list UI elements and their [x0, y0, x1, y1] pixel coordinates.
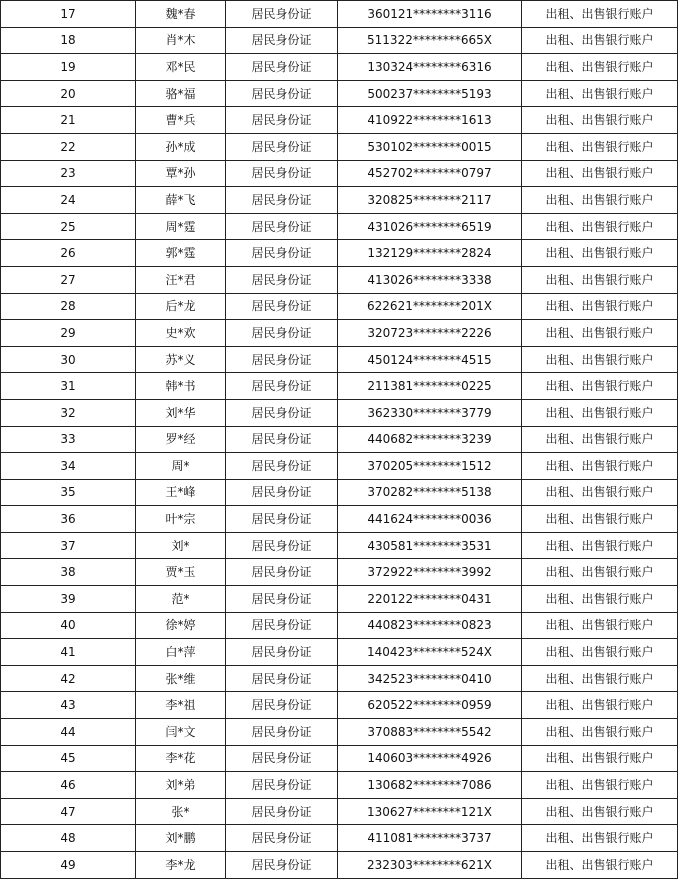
- reason-cell: 出租、出售银行账户: [522, 320, 678, 347]
- reason-cell: 出租、出售银行账户: [522, 852, 678, 879]
- row-number-cell: 37: [1, 532, 136, 559]
- row-number-cell: 25: [1, 213, 136, 240]
- reason-cell: 出租、出售银行账户: [522, 373, 678, 400]
- id-type-cell: 居民身份证: [226, 426, 338, 453]
- id-number-cell: 211381********0225: [338, 373, 522, 400]
- table-row: [1, 293, 678, 320]
- table-row: [1, 825, 678, 852]
- reason-cell: 出租、出售银行账户: [522, 426, 678, 453]
- name-cell: 罗*经: [136, 426, 226, 453]
- name-cell: 李*花: [136, 745, 226, 772]
- id-type-cell: 居民身份证: [226, 266, 338, 293]
- id-type-cell: 居民身份证: [226, 187, 338, 214]
- name-cell: 张*维: [136, 665, 226, 692]
- row-number-cell: 29: [1, 320, 136, 347]
- name-cell: 孙*成: [136, 133, 226, 160]
- row-number-cell: 17: [1, 1, 136, 28]
- id-type-cell: 居民身份证: [226, 825, 338, 852]
- table-row: [1, 745, 678, 772]
- reason-cell: 出租、出售银行账户: [522, 160, 678, 187]
- id-type-cell: 居民身份证: [226, 559, 338, 586]
- reason-cell: 出租、出售银行账户: [522, 346, 678, 373]
- table-row: [1, 772, 678, 799]
- id-type-cell: 居民身份证: [226, 160, 338, 187]
- reason-cell: 出租、出售银行账户: [522, 665, 678, 692]
- reason-cell: 出租、出售银行账户: [522, 612, 678, 639]
- name-cell: 张*: [136, 798, 226, 825]
- table-row: [1, 612, 678, 639]
- table-row: [1, 506, 678, 533]
- row-number-cell: 45: [1, 745, 136, 772]
- reason-cell: 出租、出售银行账户: [522, 453, 678, 480]
- name-cell: 范*: [136, 586, 226, 613]
- reason-cell: 出租、出售银行账户: [522, 506, 678, 533]
- row-number-cell: 40: [1, 612, 136, 639]
- table-row: [1, 426, 678, 453]
- id-number-cell: 232303********621X: [338, 852, 522, 879]
- id-type-cell: 居民身份证: [226, 719, 338, 746]
- id-type-cell: 居民身份证: [226, 373, 338, 400]
- id-type-cell: 居民身份证: [226, 692, 338, 719]
- name-cell: 周*: [136, 453, 226, 480]
- name-cell: 汪*君: [136, 266, 226, 293]
- table-row: [1, 213, 678, 240]
- table-row: [1, 453, 678, 480]
- id-type-cell: 居民身份证: [226, 586, 338, 613]
- reason-cell: 出租、出售银行账户: [522, 107, 678, 134]
- reason-cell: 出租、出售银行账户: [522, 399, 678, 426]
- id-number-cell: 440823********0823: [338, 612, 522, 639]
- name-cell: 周*霆: [136, 213, 226, 240]
- name-cell: 薛*飞: [136, 187, 226, 214]
- name-cell: 刘*华: [136, 399, 226, 426]
- name-cell: 刘*鹏: [136, 825, 226, 852]
- id-number-cell: 431026********6519: [338, 213, 522, 240]
- table-body: [1, 1, 678, 879]
- id-number-cell: 372922********3992: [338, 559, 522, 586]
- id-number-cell: 132129********2824: [338, 240, 522, 267]
- reason-cell: 出租、出售银行账户: [522, 80, 678, 107]
- table-row: [1, 346, 678, 373]
- id-type-cell: 居民身份证: [226, 506, 338, 533]
- reason-cell: 出租、出售银行账户: [522, 187, 678, 214]
- reason-cell: 出租、出售银行账户: [522, 639, 678, 666]
- reason-cell: 出租、出售银行账户: [522, 240, 678, 267]
- id-number-cell: 620522********0959: [338, 692, 522, 719]
- id-number-cell: 413026********3338: [338, 266, 522, 293]
- row-number-cell: 27: [1, 266, 136, 293]
- id-type-cell: 居民身份证: [226, 612, 338, 639]
- id-type-cell: 居民身份证: [226, 532, 338, 559]
- row-number-cell: 19: [1, 54, 136, 81]
- reason-cell: 出租、出售银行账户: [522, 54, 678, 81]
- row-number-cell: 48: [1, 825, 136, 852]
- name-cell: 骆*福: [136, 80, 226, 107]
- id-type-cell: 居民身份证: [226, 1, 338, 28]
- id-number-cell: 511322********665X: [338, 27, 522, 54]
- reason-cell: 出租、出售银行账户: [522, 532, 678, 559]
- name-cell: 叶*宗: [136, 506, 226, 533]
- id-type-cell: 居民身份证: [226, 107, 338, 134]
- table-row: [1, 373, 678, 400]
- row-number-cell: 44: [1, 719, 136, 746]
- id-number-cell: 362330********3779: [338, 399, 522, 426]
- table-row: [1, 798, 678, 825]
- reason-cell: 出租、出售银行账户: [522, 266, 678, 293]
- table-row: [1, 266, 678, 293]
- id-number-cell: 320723********2226: [338, 320, 522, 347]
- name-cell: 贾*玉: [136, 559, 226, 586]
- name-cell: 李*龙: [136, 852, 226, 879]
- row-number-cell: 47: [1, 798, 136, 825]
- id-number-cell: 410922********1613: [338, 107, 522, 134]
- row-number-cell: 35: [1, 479, 136, 506]
- reason-cell: 出租、出售银行账户: [522, 1, 678, 28]
- name-cell: 王*峰: [136, 479, 226, 506]
- name-cell: 曹*兵: [136, 107, 226, 134]
- name-cell: 韩*书: [136, 373, 226, 400]
- name-cell: 李*祖: [136, 692, 226, 719]
- table-row: [1, 399, 678, 426]
- row-number-cell: 34: [1, 453, 136, 480]
- row-number-cell: 42: [1, 665, 136, 692]
- table-row: [1, 80, 678, 107]
- name-cell: 徐*婷: [136, 612, 226, 639]
- id-type-cell: 居民身份证: [226, 80, 338, 107]
- id-number-cell: 360121********3116: [338, 1, 522, 28]
- reason-cell: 出租、出售银行账户: [522, 293, 678, 320]
- table-row: [1, 160, 678, 187]
- reason-cell: 出租、出售银行账户: [522, 27, 678, 54]
- row-number-cell: 21: [1, 107, 136, 134]
- name-cell: 郭*霆: [136, 240, 226, 267]
- reason-cell: 出租、出售银行账户: [522, 559, 678, 586]
- row-number-cell: 20: [1, 80, 136, 107]
- id-number-cell: 530102********0015: [338, 133, 522, 160]
- id-number-cell: 320825********2117: [338, 187, 522, 214]
- id-type-cell: 居民身份证: [226, 798, 338, 825]
- id-number-cell: 140423********524X: [338, 639, 522, 666]
- row-number-cell: 41: [1, 639, 136, 666]
- id-type-cell: 居民身份证: [226, 479, 338, 506]
- reason-cell: 出租、出售银行账户: [522, 745, 678, 772]
- id-type-cell: 居民身份证: [226, 293, 338, 320]
- table-row: [1, 54, 678, 81]
- table-row: [1, 639, 678, 666]
- reason-cell: 出租、出售银行账户: [522, 719, 678, 746]
- name-cell: 魏*春: [136, 1, 226, 28]
- table-row: [1, 240, 678, 267]
- name-cell: 苏*义: [136, 346, 226, 373]
- reason-cell: 出租、出售银行账户: [522, 772, 678, 799]
- reason-cell: 出租、出售银行账户: [522, 586, 678, 613]
- row-number-cell: 33: [1, 426, 136, 453]
- id-number-cell: 370282********5138: [338, 479, 522, 506]
- id-number-cell: 430581********3531: [338, 532, 522, 559]
- id-type-cell: 居民身份证: [226, 54, 338, 81]
- id-type-cell: 居民身份证: [226, 320, 338, 347]
- table-row: [1, 586, 678, 613]
- id-number-cell: 500237********5193: [338, 80, 522, 107]
- table-row: [1, 692, 678, 719]
- name-cell: 肖*木: [136, 27, 226, 54]
- id-type-cell: 居民身份证: [226, 399, 338, 426]
- reason-cell: 出租、出售银行账户: [522, 133, 678, 160]
- reason-cell: 出租、出售银行账户: [522, 213, 678, 240]
- row-number-cell: 43: [1, 692, 136, 719]
- name-cell: 史*欢: [136, 320, 226, 347]
- id-number-cell: 452702********0797: [338, 160, 522, 187]
- id-number-cell: 130627********121X: [338, 798, 522, 825]
- id-number-cell: 411081********3737: [338, 825, 522, 852]
- id-number-cell: 140603********4926: [338, 745, 522, 772]
- reason-cell: 出租、出售银行账户: [522, 798, 678, 825]
- row-number-cell: 23: [1, 160, 136, 187]
- row-number-cell: 24: [1, 187, 136, 214]
- row-number-cell: 28: [1, 293, 136, 320]
- table-row: [1, 187, 678, 214]
- id-type-cell: 居民身份证: [226, 27, 338, 54]
- name-cell: 后*龙: [136, 293, 226, 320]
- table-row: [1, 852, 678, 879]
- id-number-cell: 220122********0431: [338, 586, 522, 613]
- table-row: [1, 107, 678, 134]
- id-number-cell: 440682********3239: [338, 426, 522, 453]
- table-row: [1, 665, 678, 692]
- id-number-cell: 370883********5542: [338, 719, 522, 746]
- name-cell: 白*萍: [136, 639, 226, 666]
- row-number-cell: 22: [1, 133, 136, 160]
- row-number-cell: 30: [1, 346, 136, 373]
- table-row: [1, 479, 678, 506]
- id-type-cell: 居民身份证: [226, 665, 338, 692]
- id-number-cell: 370205********1512: [338, 453, 522, 480]
- id-type-cell: 居民身份证: [226, 453, 338, 480]
- id-number-cell: 441624********0036: [338, 506, 522, 533]
- name-cell: 邓*民: [136, 54, 226, 81]
- name-cell: 刘*弟: [136, 772, 226, 799]
- name-cell: 刘*: [136, 532, 226, 559]
- row-number-cell: 36: [1, 506, 136, 533]
- table-row: [1, 320, 678, 347]
- id-number-cell: 342523********0410: [338, 665, 522, 692]
- table-row: [1, 559, 678, 586]
- name-cell: 覃*孙: [136, 160, 226, 187]
- id-type-cell: 居民身份证: [226, 745, 338, 772]
- id-number-cell: 130682********7086: [338, 772, 522, 799]
- id-type-cell: 居民身份证: [226, 772, 338, 799]
- id-type-cell: 居民身份证: [226, 133, 338, 160]
- reason-cell: 出租、出售银行账户: [522, 825, 678, 852]
- id-type-cell: 居民身份证: [226, 346, 338, 373]
- row-number-cell: 39: [1, 586, 136, 613]
- id-type-cell: 居民身份证: [226, 213, 338, 240]
- row-number-cell: 38: [1, 559, 136, 586]
- reason-cell: 出租、出售银行账户: [522, 479, 678, 506]
- id-type-cell: 居民身份证: [226, 240, 338, 267]
- id-number-cell: 450124********4515: [338, 346, 522, 373]
- id-number-cell: 622621********201X: [338, 293, 522, 320]
- table-row: [1, 133, 678, 160]
- row-number-cell: 26: [1, 240, 136, 267]
- id-type-cell: 居民身份证: [226, 639, 338, 666]
- id-number-cell: 130324********6316: [338, 54, 522, 81]
- table-row: [1, 719, 678, 746]
- row-number-cell: 49: [1, 852, 136, 879]
- row-number-cell: 18: [1, 27, 136, 54]
- table-row: [1, 532, 678, 559]
- row-number-cell: 46: [1, 772, 136, 799]
- id-type-cell: 居民身份证: [226, 852, 338, 879]
- name-cell: 闫*文: [136, 719, 226, 746]
- reason-cell: 出租、出售银行账户: [522, 692, 678, 719]
- table-row: [1, 1, 678, 28]
- row-number-cell: 31: [1, 373, 136, 400]
- row-number-cell: 32: [1, 399, 136, 426]
- table-row: [1, 27, 678, 54]
